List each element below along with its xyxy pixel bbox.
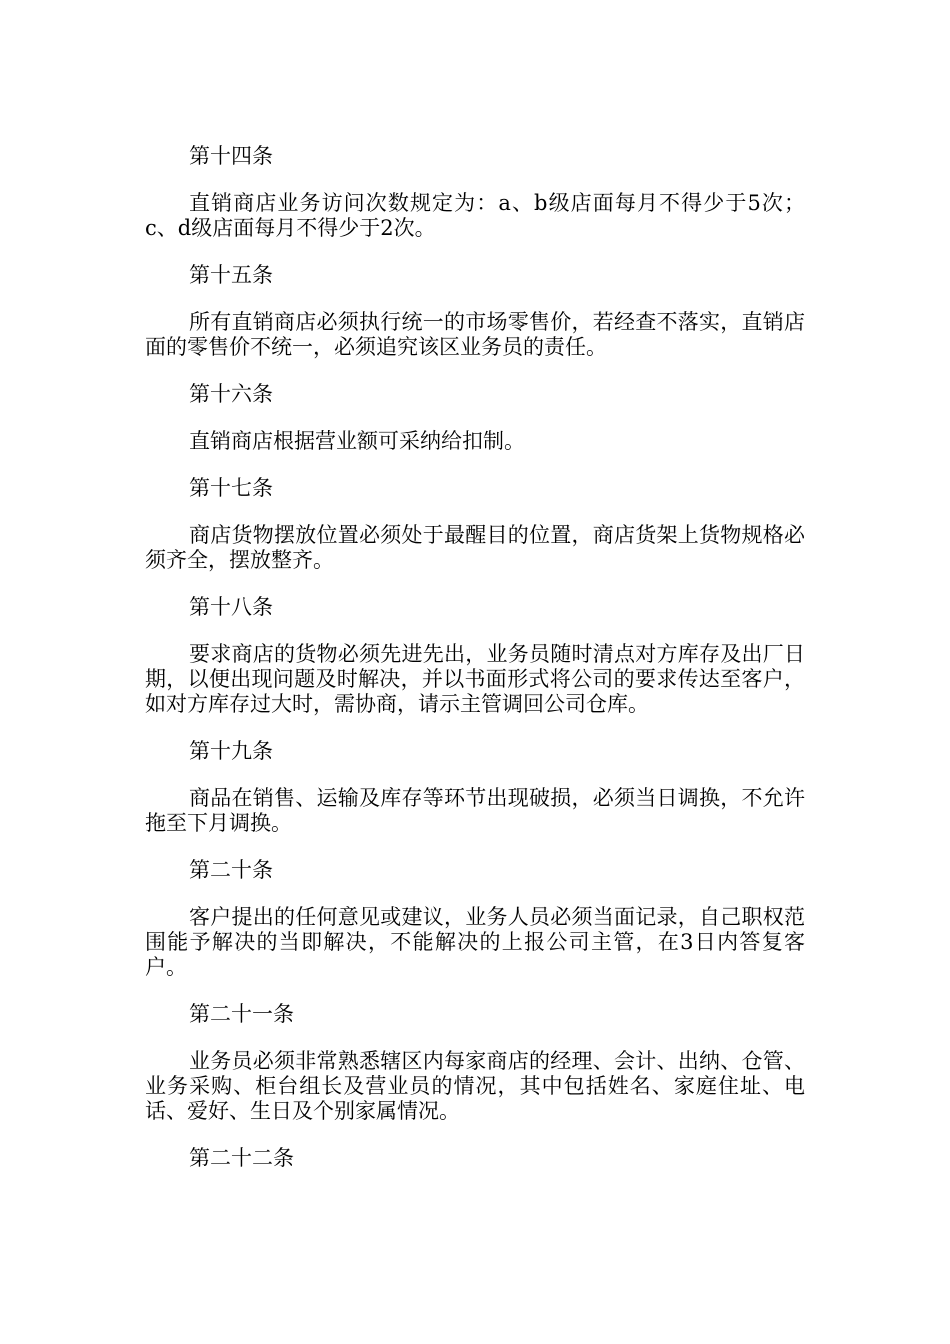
paragraph-text: 答复客户。	[145, 930, 806, 979]
paragraph-text: 要求商店的货物必须先进先出，业务员随时清点对方库存及出	[189, 642, 763, 666]
article-paragraph	[145, 1049, 805, 1124]
article-heading: 第十五条	[189, 263, 273, 287]
section-22	[145, 1146, 805, 1171]
article-heading: 第十四条	[189, 144, 273, 168]
article-heading: 第十六条	[189, 382, 273, 406]
article-paragraph	[145, 786, 805, 836]
section-20	[145, 858, 805, 980]
paragraph-text: 客户提出的任何意见或建议，业务人员必须当面记录，自己职	[189, 905, 763, 929]
paragraph-text: 权范围能予解决的当即解决，不能解决的上报公司主管，在3日内	[145, 905, 805, 954]
paragraph-text: 直销商店根据营业额可采纳给扣制。	[189, 429, 525, 453]
paragraph-text: 直销商店业务访问次数规定为：a、b级店面每月不得少于5次；	[189, 191, 805, 215]
document-page	[145, 144, 805, 1193]
article-heading: 第二十一条	[189, 1002, 294, 1026]
paragraph-text: 商店货物摆放位置必须处于最醒目的位置，商店货架上货物规	[189, 523, 763, 547]
paragraph-text: 厂日期，以便出现问题及时解决，并以书面形式将公司的要求传达	[145, 642, 805, 691]
paragraph-text: 商品在销售、运输及库存等环节出现破损，必须当日调换，不	[189, 786, 763, 810]
section-15	[145, 263, 805, 360]
section-16	[145, 382, 805, 454]
article-heading: 第十七条	[189, 476, 273, 500]
paragraph-text: 所有直销商店必须执行统一的市场零售价，若经查不落实，直	[189, 310, 763, 334]
section-17	[145, 476, 805, 573]
article-paragraph	[145, 523, 805, 573]
paragraph-text: 允许拖至下月调换。	[145, 786, 805, 835]
section-14	[145, 144, 805, 241]
paragraph-text: c、d级店面每月不得少于2次。	[145, 216, 436, 240]
paragraph-text: 格必须齐全，摆放整齐。	[145, 523, 805, 572]
article-heading: 第二十二条	[189, 1146, 294, 1170]
article-heading: 第十九条	[189, 739, 273, 763]
section-19	[145, 739, 805, 836]
article-paragraph	[145, 429, 805, 454]
paragraph-text: 业务员必须非常熟悉辖区内每家商店的经理、会计、出纳、仓	[189, 1049, 763, 1073]
section-18	[145, 595, 805, 717]
paragraph-text: 销店面的零售价不统一，必须追究该区业务员的责任。	[145, 310, 805, 359]
article-paragraph	[145, 191, 805, 241]
article-heading: 第二十条	[189, 858, 273, 882]
article-paragraph	[145, 310, 805, 360]
section-21	[145, 1002, 805, 1124]
article-paragraph	[145, 642, 805, 717]
article-paragraph	[145, 905, 805, 980]
paragraph-text: 至客户，如对方库存过大时，需协商，请示主管调回公司仓库。	[145, 667, 806, 716]
paragraph-text: 管、业务采购、柜台组长及营业员的情况，其中包括姓名、家庭住	[145, 1049, 805, 1098]
article-heading: 第十八条	[189, 595, 273, 619]
paragraph-text: 址、电话、爱好、生日及个别家属情况。	[145, 1074, 806, 1123]
